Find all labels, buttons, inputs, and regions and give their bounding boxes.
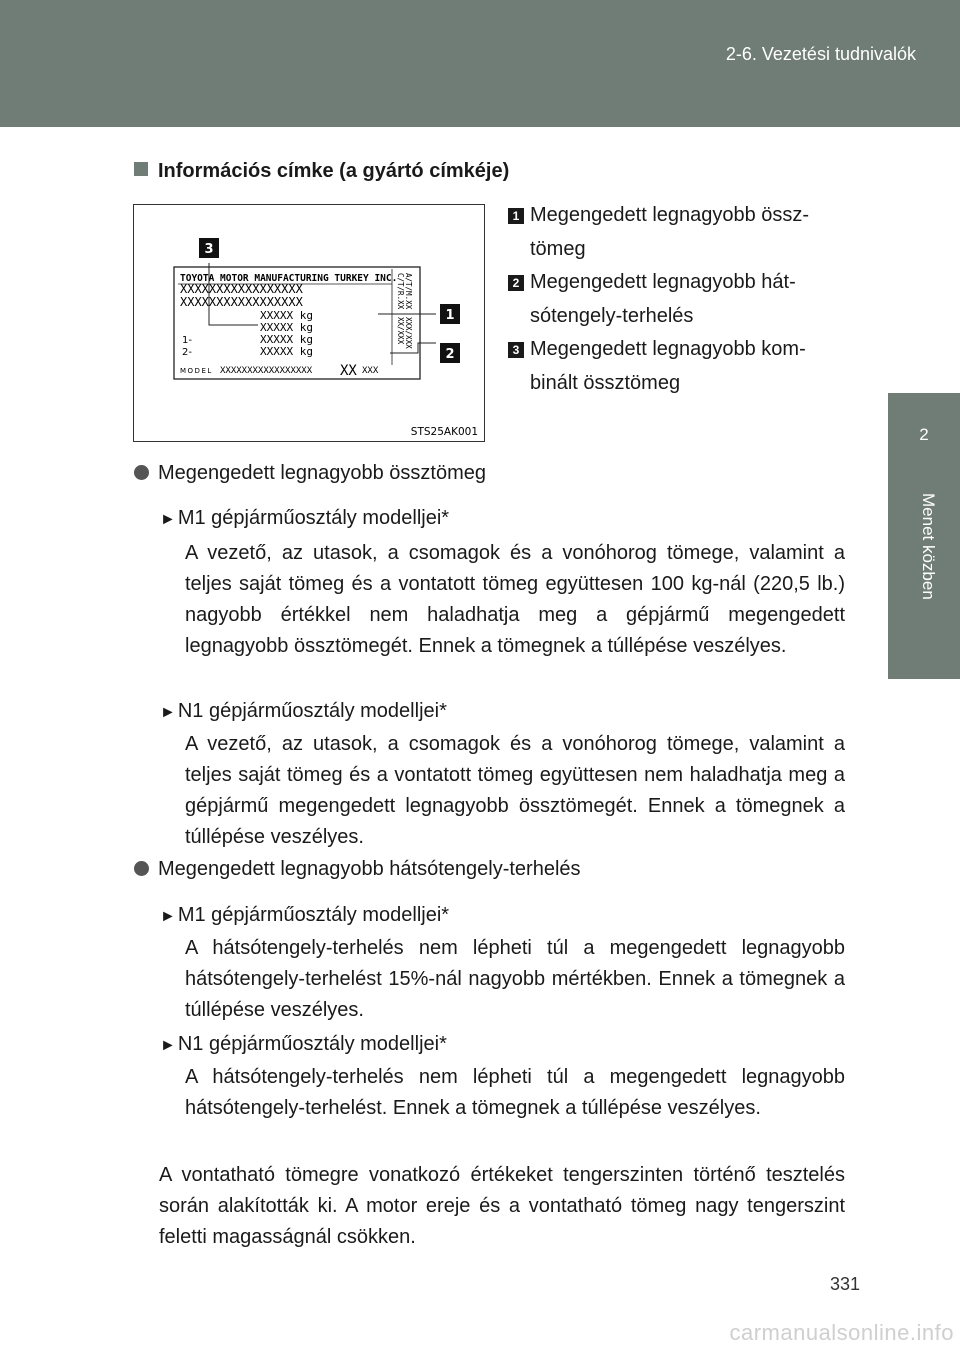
watermark: carmanualsonline.info	[729, 1320, 954, 1345]
subhead-n1-axle-text: N1 gépjárműosztály modelljei*	[177, 1033, 447, 1055]
para-m1-axle: A hátsótengely-terhelés nem lépheti túl a megengedett legnagyobb hátsótengely-terhelést 15%-nál nagyobb mértékben. Ennek a tömegnek a túllépése veszélyes.	[185, 937, 845, 1021]
para-m1-gross: A vezető, az utasok, a csomagok és a vonóhorog tömege, valamint a teljes saját tömeg és a vontatott tömeg együttesen 100 kg-nál (220,5 lb.) nagyobb értékkel nem haladhatja meg a gépjármű megengedett legnagyobb össztömegét. Ennek a tömegnek a túllépése veszélyes.	[185, 542, 845, 657]
round-bullet-icon	[134, 465, 149, 480]
label-kg2: XXXXX kg	[260, 321, 313, 334]
label-side-col4: XXX/XXX	[404, 317, 413, 349]
legend-item-3	[508, 332, 845, 400]
page-number: 331	[830, 1274, 861, 1294]
triangle-right-icon: ►	[160, 908, 176, 925]
legend-text-2a: Megengedett legnagyobb hát-	[530, 271, 796, 293]
callout-1-number: 1	[445, 308, 455, 323]
legend-text-3b: binált össztömeg	[530, 372, 681, 394]
label-axle2: 2-	[182, 347, 192, 358]
bullet-rear-axle	[134, 858, 581, 881]
legend-text-1b: tömeg	[530, 238, 586, 260]
label-side-col2: A/T/M.XX	[404, 273, 413, 310]
bullet-gross-mass	[134, 462, 486, 485]
label-axle1: 1-	[182, 335, 192, 346]
label-side-col3: XX/XXX	[396, 317, 405, 345]
subhead-n1-axle	[160, 1033, 447, 1056]
subhead-m1-gross	[160, 507, 449, 530]
label-company: TOYOTA MOTOR MANUFACTURING TURKEY INC.	[180, 273, 398, 284]
label-kg1: XXXXX kg	[260, 309, 313, 322]
legend-item-1	[508, 198, 845, 266]
figure-code: STS25AK001	[410, 426, 478, 438]
section-title: Információs címke (a gyártó címkéje)	[158, 160, 510, 182]
subhead-n1-gross-text: N1 gépjárműosztály modelljei*	[177, 700, 447, 722]
square-bullet-icon	[134, 162, 148, 176]
legend-number-3: 3	[508, 342, 524, 358]
triangle-right-icon: ►	[160, 511, 176, 528]
legend-text-2b: sótengely-terhelés	[530, 305, 694, 327]
legend-number-2: 2	[508, 275, 524, 291]
triangle-right-icon: ►	[160, 1037, 176, 1054]
bullet-rear-axle-text: Megengedett legnagyobb hátsótengely-terhelés	[158, 858, 581, 880]
triangle-right-icon: ►	[160, 704, 176, 721]
section-heading	[134, 160, 509, 183]
legend-number-1: 1	[508, 208, 524, 224]
label-figure	[133, 204, 485, 442]
label-kg3: XXXXX kg	[260, 333, 313, 346]
label-row2: XXXXXXXXXXXXXXXXX	[180, 295, 303, 309]
callout-2-number: 2	[445, 347, 455, 362]
legend-item-2	[508, 265, 845, 333]
header-band	[0, 0, 960, 127]
label-model-xx: XX	[340, 363, 357, 379]
label-model-label: MODEL	[180, 367, 213, 375]
side-tab	[888, 393, 960, 679]
para-n1-axle: A hátsótengely-terhelés nem lépheti túl a megengedett legnagyobb hátsótengely-terhelést. Ennek a tömegnek a túllépése veszélyes.	[185, 1066, 845, 1119]
bullet-gross-mass-text: Megengedett legnagyobb össztömeg	[158, 462, 487, 484]
chapter-title: 2-6. Vezetési tudnivalók	[725, 44, 916, 64]
subhead-m1-axle	[160, 904, 449, 927]
subhead-n1-gross	[160, 700, 447, 723]
subhead-m1-gross-text: M1 gépjárműosztály modelljei*	[177, 507, 450, 529]
label-illustration	[134, 205, 484, 441]
round-bullet-icon	[134, 861, 149, 876]
label-row1: XXXXXXXXXXXXXXXXX	[180, 282, 303, 296]
subhead-m1-axle-text: M1 gépjárműosztály modelljei*	[177, 904, 450, 926]
side-tab-label: Menet közben	[919, 493, 938, 600]
para-closing: A vontatható tömegre vonatkozó értékeket tengerszinten történő tesztelés során alakították ki. A motor ereje és a vontatható tömeg nagy tengerszint feletti magasságnál csökken.	[159, 1164, 845, 1248]
para-n1-gross: A vezető, az utasok, a csomagok és a vonóhorog tömege, valamint a teljes saját tömeg és a vontatott tömeg együttesen nem haladhatja meg a gépjármű megengedett legnagyobb össztömegét. Ennek a tömegnek a túllépése veszélyes.	[185, 733, 845, 848]
legend-text-1a: Megengedett legnagyobb össz-	[530, 204, 810, 226]
side-tab-number: 2	[919, 425, 929, 444]
label-model-value: XXXXXXXXXXXXXXXXX	[220, 366, 313, 376]
callout-3-number: 3	[204, 242, 214, 257]
legend-text-3a: Megengedett legnagyobb kom-	[530, 338, 806, 360]
label-kg4: XXXXX kg	[260, 345, 313, 358]
label-side-col1: C/T/R.XX	[396, 273, 405, 310]
label-model-xxx: XXX	[362, 366, 379, 376]
